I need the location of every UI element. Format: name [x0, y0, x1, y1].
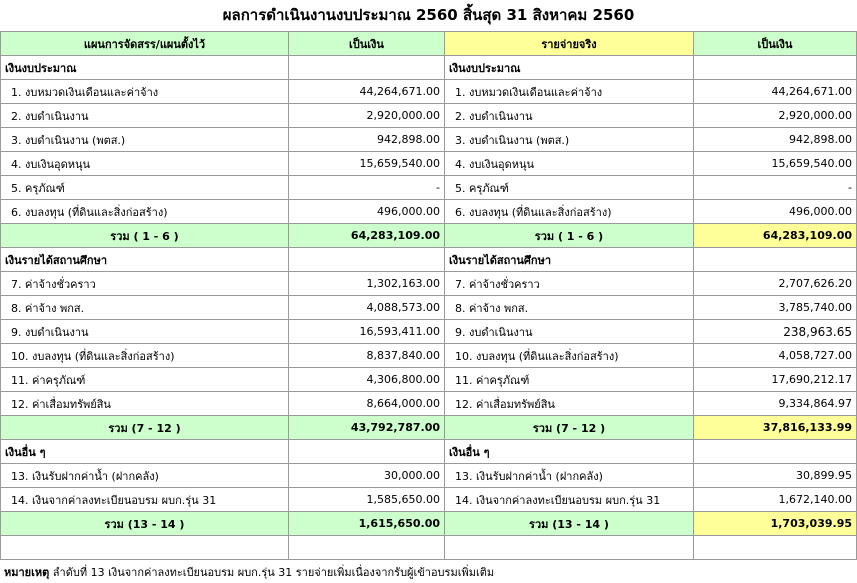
plan-item-label[interactable]: 8. ค่าจ้าง พกส. [1, 296, 289, 320]
table-row [1, 152, 857, 176]
plan-item-label[interactable]: 10. งบลงทุน (ที่ดินและสิ่งก่อสร้าง) [1, 344, 289, 368]
actual-item-label[interactable]: 8. ค่าจ้าง พกส. [445, 296, 694, 320]
plan-item-value[interactable]: - [289, 176, 445, 200]
plan-item-label[interactable]: 6. งบลงทุน (ที่ดินและสิ่งก่อสร้าง) [1, 200, 289, 224]
section-title-row [1, 440, 857, 464]
actual-item-value[interactable]: 44,264,671.00 [694, 80, 857, 104]
actual-total-label[interactable]: รวม (7 - 12 ) [445, 416, 694, 440]
actual-item-value[interactable]: 4,058,727.00 [694, 344, 857, 368]
plan-total-value[interactable]: 43,792,787.00 [289, 416, 445, 440]
footnote-text: ลำดับที่ 13 เงินจากค่าลงทะเบียนอบรม ผบก.รุ่น 31 รายจ่ายเพิ่มเนื่องจากรับผู้เข้าอบรมเพิ่มเติม [52, 566, 495, 579]
plan-item-label[interactable]: 1. งบหมวดเงินเดือนและค่าจ้าง [1, 80, 289, 104]
header-actual-value[interactable]: เป็นเงิน [694, 32, 857, 56]
table-row [1, 344, 857, 368]
empty-cell[interactable] [694, 536, 857, 560]
page-title: ผลการดำเนินงานงบประมาณ 2560 สิ้นสุด 31 สิงหาคม 2560 [222, 6, 635, 24]
actual-item-label[interactable]: 13. เงินรับฝากค่าน้ำ (ฝากคลัง) [445, 464, 694, 488]
plan-item-label[interactable]: 3. งบดำเนินงาน (พตส.) [1, 128, 289, 152]
plan-total-value[interactable]: 64,283,109.00 [289, 224, 445, 248]
table-row [1, 272, 857, 296]
section-title-left[interactable]: เงินอื่น ๆ [1, 440, 289, 464]
header-actual[interactable]: รายจ่ายจริง [445, 32, 694, 56]
plan-item-value[interactable]: 16,593,411.00 [289, 320, 445, 344]
plan-item-label[interactable]: 11. ค่าครุภัณฑ์ [1, 368, 289, 392]
plan-item-value[interactable]: 15,659,540.00 [289, 152, 445, 176]
plan-item-value[interactable]: 496,000.00 [289, 200, 445, 224]
table-row [1, 200, 857, 224]
plan-item-value[interactable]: 8,664,000.00 [289, 392, 445, 416]
table-row [1, 104, 857, 128]
plan-item-label[interactable]: 7. ค่าจ้างชั่วคราว [1, 272, 289, 296]
table-row [1, 80, 857, 104]
plan-item-label[interactable]: 12. ค่าเสื่อมทรัพย์สิน [1, 392, 289, 416]
table-row [1, 128, 857, 152]
plan-total-label[interactable]: รวม (13 - 14 ) [1, 512, 289, 536]
plan-total-label[interactable]: รวม ( 1 - 6 ) [1, 224, 289, 248]
section-title-left[interactable]: เงินรายได้สถานศึกษา [1, 248, 289, 272]
empty-cell[interactable] [694, 248, 857, 272]
actual-item-value[interactable]: 2,920,000.00 [694, 104, 857, 128]
empty-cell[interactable] [445, 536, 694, 560]
table-row [1, 368, 857, 392]
empty-cell[interactable] [289, 248, 445, 272]
actual-total-value[interactable]: 64,283,109.00 [694, 224, 857, 248]
empty-cell[interactable] [694, 440, 857, 464]
plan-item-value[interactable]: 4,088,573.00 [289, 296, 445, 320]
table-row [1, 296, 857, 320]
total-row [1, 224, 857, 248]
actual-item-label[interactable]: 6. งบลงทุน (ที่ดินและสิ่งก่อสร้าง) [445, 200, 694, 224]
plan-item-label[interactable]: 14. เงินจากค่าลงทะเบียนอบรม ผบก.รุ่น 31 [1, 488, 289, 512]
header-row [1, 32, 857, 56]
header-plan[interactable]: แผนการจัดสรร/แผนตั้งไว้ [1, 32, 289, 56]
actual-item-value[interactable]: 17,690,212.17 [694, 368, 857, 392]
empty-cell[interactable] [289, 56, 445, 80]
actual-item-label[interactable]: 12. ค่าเสื่อมทรัพย์สิน [445, 392, 694, 416]
plan-item-value[interactable]: 4,306,800.00 [289, 368, 445, 392]
table-row [1, 488, 857, 512]
actual-item-value[interactable]: 942,898.00 [694, 128, 857, 152]
table-row [1, 176, 857, 200]
section-title-right[interactable]: เงินรายได้สถานศึกษา [445, 248, 694, 272]
plan-item-value[interactable]: 8,837,840.00 [289, 344, 445, 368]
section-title-right[interactable]: เงินงบประมาณ [445, 56, 694, 80]
actual-item-value[interactable]: 9,334,864.97 [694, 392, 857, 416]
actual-item-value[interactable]: 15,659,540.00 [694, 152, 857, 176]
actual-total-label[interactable]: รวม ( 1 - 6 ) [445, 224, 694, 248]
actual-item-value[interactable]: 30,899.95 [694, 464, 857, 488]
actual-item-label[interactable]: 3. งบดำเนินงาน (พตส.) [445, 128, 694, 152]
actual-total-label[interactable]: รวม (13 - 14 ) [445, 512, 694, 536]
plan-item-value[interactable]: 2,920,000.00 [289, 104, 445, 128]
actual-item-value[interactable]: 3,785,740.00 [694, 296, 857, 320]
plan-item-value[interactable]: 1,585,650.00 [289, 488, 445, 512]
plan-item-label[interactable]: 13. เงินรับฝากค่าน้ำ (ฝากคลัง) [1, 464, 289, 488]
section-title-row [1, 56, 857, 80]
plan-item-value[interactable]: 44,264,671.00 [289, 80, 445, 104]
actual-item-value[interactable]: 238,963.65 [694, 320, 857, 344]
empty-cell[interactable] [694, 56, 857, 80]
plan-item-label[interactable]: 4. งบเงินอุดหนุน [1, 152, 289, 176]
actual-item-value[interactable]: 496,000.00 [694, 200, 857, 224]
plan-item-label[interactable]: 2. งบดำเนินงาน [1, 104, 289, 128]
actual-total-value[interactable]: 1,703,039.95 [694, 512, 857, 536]
plan-item-label[interactable]: 9. งบดำเนินงาน [1, 320, 289, 344]
actual-item-label[interactable]: 2. งบดำเนินงาน [445, 104, 694, 128]
actual-item-label[interactable]: 10. งบลงทุน (ที่ดินและสิ่งก่อสร้าง) [445, 344, 694, 368]
budget-table [0, 31, 857, 560]
actual-item-label[interactable]: 9. งบดำเนินงาน [445, 320, 694, 344]
empty-cell[interactable] [289, 536, 445, 560]
empty-cell[interactable] [1, 536, 289, 560]
actual-item-label[interactable]: 11. ค่าครุภัณฑ์ [445, 368, 694, 392]
plan-item-value[interactable]: 942,898.00 [289, 128, 445, 152]
section-title-left[interactable]: เงินงบประมาณ [1, 56, 289, 80]
total-row [1, 512, 857, 536]
actual-item-value[interactable]: - [694, 176, 857, 200]
section-title-row [1, 248, 857, 272]
actual-item-label[interactable]: 14. เงินจากค่าลงทะเบียนอบรม ผบก.รุ่น 31 [445, 488, 694, 512]
header-plan-value[interactable]: เป็นเงิน [289, 32, 445, 56]
footnote-label: หมายเหตุ [4, 566, 50, 579]
plan-item-value[interactable]: 30,000.00 [289, 464, 445, 488]
blank-row [1, 536, 857, 560]
actual-item-label[interactable]: 4. งบเงินอุดหนุน [445, 152, 694, 176]
actual-total-value[interactable]: 37,816,133.99 [694, 416, 857, 440]
plan-total-label[interactable]: รวม (7 - 12 ) [1, 416, 289, 440]
total-row [1, 416, 857, 440]
plan-item-value[interactable]: 1,302,163.00 [289, 272, 445, 296]
empty-cell[interactable] [289, 440, 445, 464]
table-row [1, 464, 857, 488]
actual-item-label[interactable]: 7. ค่าจ้างชั่วคราว [445, 272, 694, 296]
table-row [1, 392, 857, 416]
footnote [4, 563, 494, 581]
section-title-right[interactable]: เงินอื่น ๆ [445, 440, 694, 464]
actual-item-label[interactable]: 1. งบหมวดเงินเดือนและค่าจ้าง [445, 80, 694, 104]
table-row [1, 320, 857, 344]
plan-item-label[interactable]: 5. ครุภัณฑ์ [1, 176, 289, 200]
actual-item-value[interactable]: 2,707,626.20 [694, 272, 857, 296]
actual-item-value[interactable]: 1,672,140.00 [694, 488, 857, 512]
plan-total-value[interactable]: 1,615,650.00 [289, 512, 445, 536]
actual-item-label[interactable]: 5. ครุภัณฑ์ [445, 176, 694, 200]
